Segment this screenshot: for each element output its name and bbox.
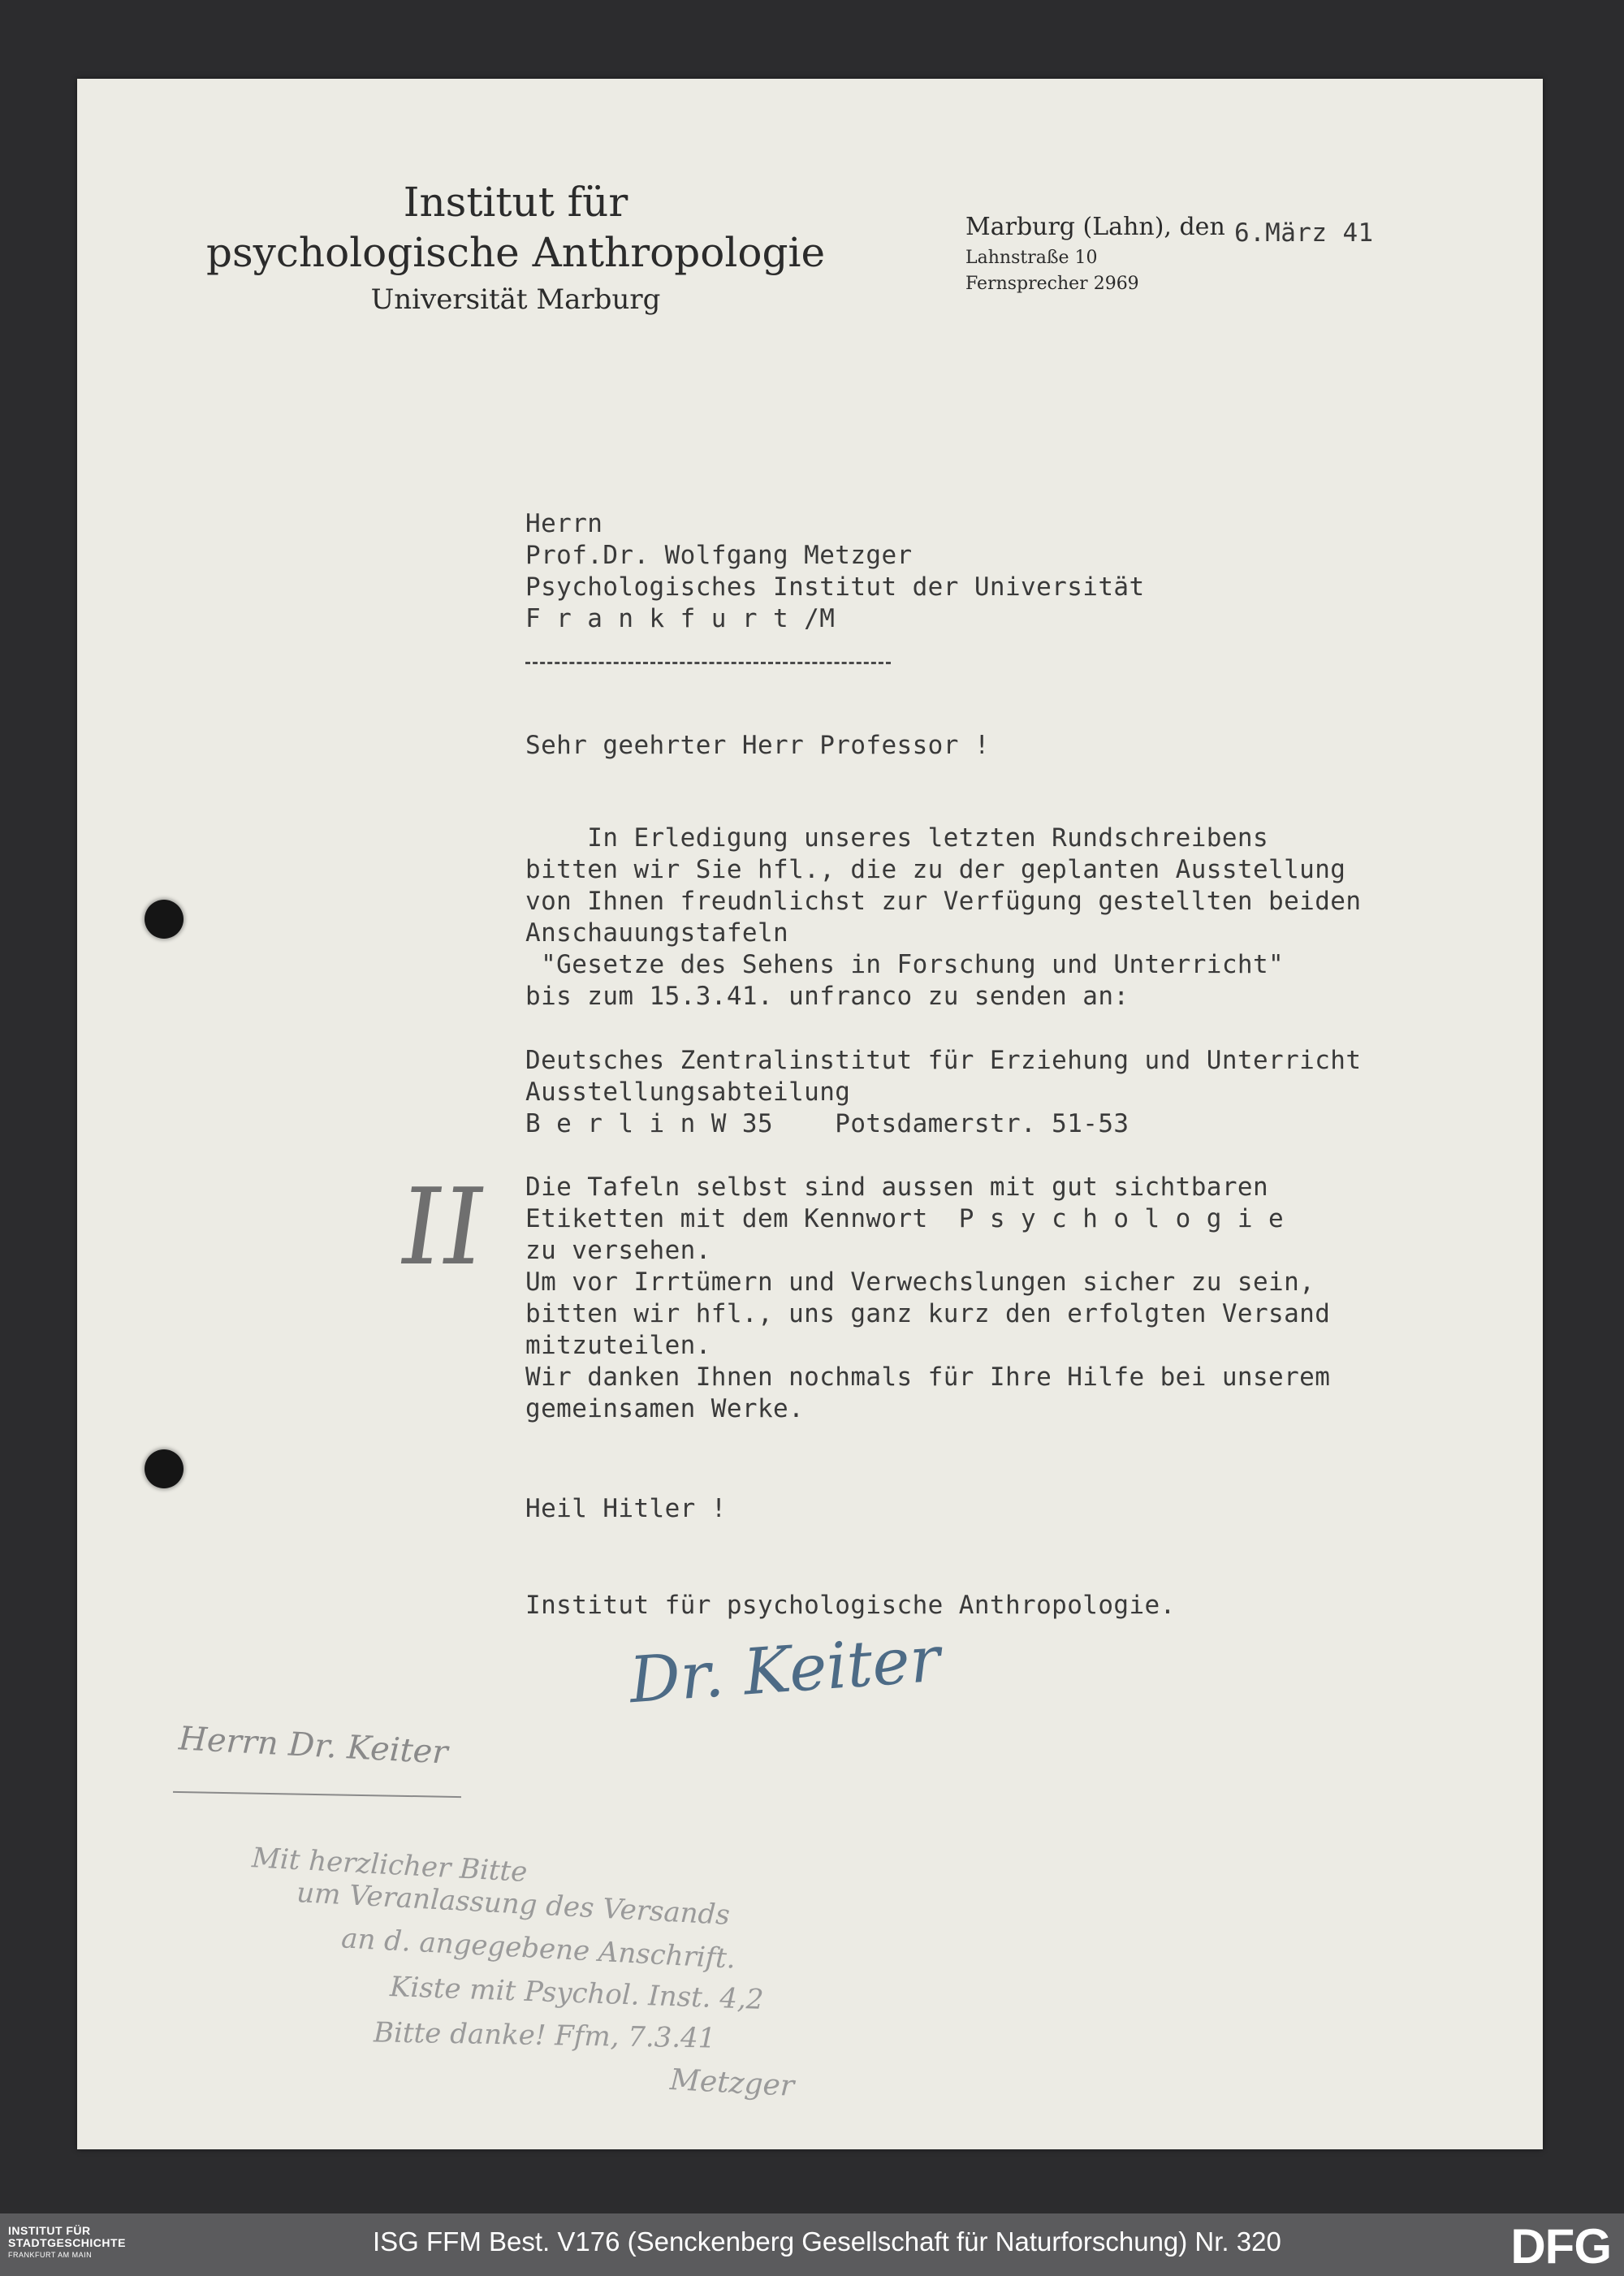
sender-line: Institut für psychologische Anthropologie. [525,1591,1176,1620]
body-p3-line4: Um vor Irrtümern und Verwechslungen sicher zu sein, [525,1268,1315,1297]
salutation: Sehr geehrter Herr Professor ! [525,731,990,760]
address-line2: Prof.Dr. Wolfgang Metzger [525,541,913,570]
body-p3-line5: bitten wir hfl., uns ganz kurz den erfolgten Versand [525,1299,1331,1328]
handwritten-note-line3: an d. angegebene Anschrift. [340,1922,736,1976]
archive-signature-title: ISG FFM Best. V176 (Senckenberg Gesellschaft für Naturforschung) Nr. 320 [373,2226,1281,2257]
handwritten-note-line2: um Veranlassung des Versands [296,1877,731,1932]
place-street: Lahnstraße 10 [965,248,1098,268]
address-line4: F r a n k f u r t /M [525,604,836,633]
isg-logo-line3: FRANKFURT AM MAIN [8,2251,93,2259]
roman-numeral-mark: II [391,1165,493,1289]
body-p3-line6: mitzuteilen. [525,1331,711,1360]
place-phone: Fernsprecher 2969 [965,274,1139,294]
closing: Heil Hitler ! [525,1494,727,1523]
isg-logo-line1: INSTITUT FÜR [8,2224,91,2237]
body-p1-line2: bitten wir Sie hfl., die zu der geplanten Ausstellung [525,855,1346,884]
body-p3-line8: gemeinsamen Werke. [525,1394,805,1423]
place-city: Marburg (Lahn), den [965,213,1225,241]
handwritten-note-line4: Kiste mit Psychol. Inst. 4,2 [389,1970,765,2017]
letter-date: 6.März 41 [1234,218,1374,248]
isg-logo [8,2225,126,2261]
letter-page [77,79,1543,2149]
body-p3-line1: Die Tafeln selbst sind aussen mit gut sichtbaren [525,1173,1269,1202]
handwritten-note-line5: Bitte danke! Ffm, 7.3.41 [373,2016,716,2055]
handwritten-underline [173,1791,461,1798]
punch-hole-lower [145,1449,184,1488]
body-p1-line3: von Ihnen freudnlichst zur Verfügung gestellten beiden [525,887,1362,916]
body-p1-line1: In Erledigung unseres letzten Rundschreibens [525,823,1269,853]
body-p2-line1: Deutsches Zentralinstitut für Erziehung und Unterricht [525,1046,1362,1075]
address-underline [525,662,891,664]
handwritten-note-top: Herrn Dr. Keiter [178,1720,449,1772]
body-p2-line3: B e r l i n W 35 Potsdamerstr. 51-53 [525,1109,1129,1138]
letterhead-line1: Institut für [403,179,628,226]
body-p1-line5: "Gesetze des Sehens in Forschung und Unterricht" [525,950,1285,979]
body-p3-line3: zu versehen. [525,1236,711,1265]
address-line1: Herrn [525,509,603,538]
signature: Dr. Keiter [627,1622,943,1718]
handwritten-note-line6: Metzger [669,2063,796,2103]
body-p2-line2: Ausstellungsabteilung [525,1078,851,1107]
body-p1-line6: bis zum 15.3.41. unfranco zu senden an: [525,982,1129,1011]
body-p3-line2: Etiketten mit dem Kennwort P s y c h o l o g i e [525,1204,1285,1233]
letterhead-line3: Universität Marburg [370,283,661,316]
dfg-logo: DFG [1510,2219,1611,2274]
body-p3-line7: Wir danken Ihnen nochmals für Ihre Hilfe bei unserem [525,1363,1331,1392]
isg-logo-line2: STADTGESCHICHTE [8,2236,126,2249]
punch-hole-upper [145,900,184,939]
address-line3: Psychologisches Institut der Universität [525,572,1145,602]
handwritten-note-line1: Mit herzlicher Bitte [251,1842,529,1889]
archive-footer [0,2213,1624,2276]
letterhead-line2: psychologische Anthropologie [205,229,826,276]
body-p1-line4: Anschauungstafeln [525,918,789,948]
